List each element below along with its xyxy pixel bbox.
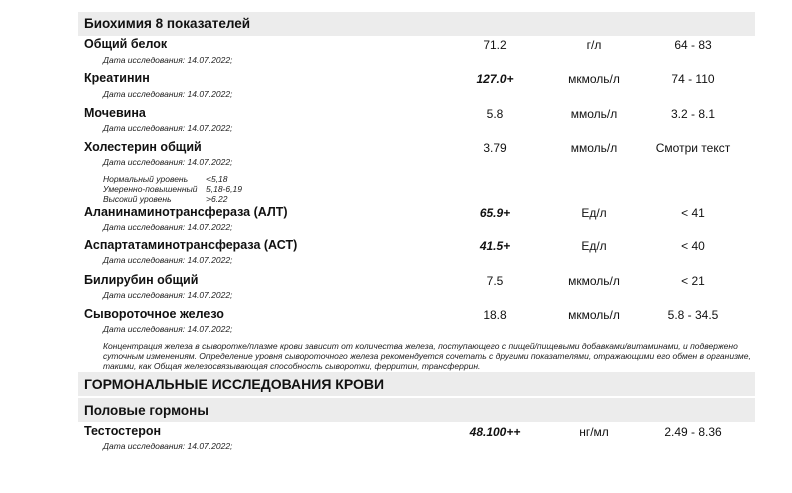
test-reference: Смотри текст: [655, 141, 731, 155]
test-value-flagged: 127.0+: [476, 72, 514, 86]
test-value: 18.8: [483, 308, 507, 322]
cholesterol-ref-value: <5,18: [206, 174, 228, 184]
subsection-header-sex-hormones: [78, 398, 755, 422]
test-date: Дата исследования: 14.07.2022;: [103, 55, 233, 65]
test-unit: мкмоль/л: [568, 308, 620, 322]
test-unit: мкмоль/л: [568, 274, 620, 288]
test-name: Сывороточное железо: [84, 307, 224, 321]
test-name: Мочевина: [84, 106, 146, 120]
test-name: Аспартатаминотрансфераза (АСТ): [84, 238, 298, 252]
test-date: Дата исследования: 14.07.2022;: [103, 324, 233, 334]
test-unit: нг/мл: [579, 425, 609, 439]
cholesterol-ref-value: 5,18-6,19: [206, 184, 242, 194]
test-reference: 2.49 - 8.36: [664, 425, 722, 439]
test-value-flagged: 65.9+: [479, 206, 511, 220]
test-name: Билирубин общий: [84, 273, 199, 287]
test-reference: < 41: [681, 206, 705, 220]
test-value: 7.5: [486, 274, 504, 288]
test-date: Дата исследования: 14.07.2022;: [103, 441, 233, 451]
test-name: Тестостерон: [84, 424, 162, 438]
section-title: Биохимия 8 показателей: [84, 16, 251, 31]
cholesterol-ref-label: Высокий уровень: [103, 194, 172, 204]
test-name: Аланинаминотрансфераза (АЛТ): [84, 205, 288, 219]
test-value: 5.8: [486, 107, 504, 121]
test-date: Дата исследования: 14.07.2022;: [103, 89, 233, 99]
test-date: Дата исследования: 14.07.2022;: [103, 290, 233, 300]
section-header-hormones: [78, 372, 755, 396]
test-name: Холестерин общий: [84, 140, 202, 154]
test-reference: 64 - 83: [674, 38, 712, 52]
test-value-flagged: 41.5+: [479, 239, 511, 253]
test-unit: мкмоль/л: [568, 72, 620, 86]
cholesterol-ref-label: Умеренно-повышенный: [103, 184, 198, 194]
test-date: Дата исследования: 14.07.2022;: [103, 222, 233, 232]
test-value: 3.79: [483, 141, 507, 155]
test-value-flagged: 48.100++: [469, 425, 521, 439]
test-unit: ммоль/л: [570, 107, 618, 121]
test-reference: < 40: [681, 239, 705, 253]
test-reference: < 21: [681, 274, 705, 288]
test-unit: г/л: [586, 38, 602, 52]
test-reference: 5.8 - 34.5: [667, 308, 719, 322]
test-unit: Ед/л: [581, 206, 607, 220]
test-name: Креатинин: [84, 71, 150, 85]
test-unit: ммоль/л: [570, 141, 618, 155]
test-date: Дата исследования: 14.07.2022;: [103, 157, 233, 167]
iron-note: Концентрация железа в сыворотке/плазме крови зависит от количества железа, поступающего с пищей/пищевыми добавками/витаминами, и подвержено суточным изменениям. Определение уровня сывороточного железа рекомендуется сочетать с другими показателями, отражающими его обмен в организме, такими, как Общая железосвязывающая способность сыворотки, ферритин, трансферрин.: [103, 341, 751, 371]
test-reference: 74 - 110: [671, 72, 715, 86]
test-date: Дата исследования: 14.07.2022;: [103, 123, 233, 133]
subsection-title: Половые гормоны: [84, 403, 209, 418]
test-date: Дата исследования: 14.07.2022;: [103, 255, 233, 265]
test-reference: 3.2 - 8.1: [670, 107, 716, 121]
cholesterol-ref-value: >6.22: [206, 194, 228, 204]
test-name: Общий белок: [84, 37, 168, 51]
test-value: 71.2: [483, 38, 507, 52]
section-title: ГОРМОНАЛЬНЫЕ ИССЛЕДОВАНИЯ КРОВИ: [84, 376, 385, 392]
test-unit: Ед/л: [581, 239, 607, 253]
section-header-biochemistry: [78, 12, 755, 36]
cholesterol-ref-label: Нормальный уровень: [103, 174, 189, 184]
